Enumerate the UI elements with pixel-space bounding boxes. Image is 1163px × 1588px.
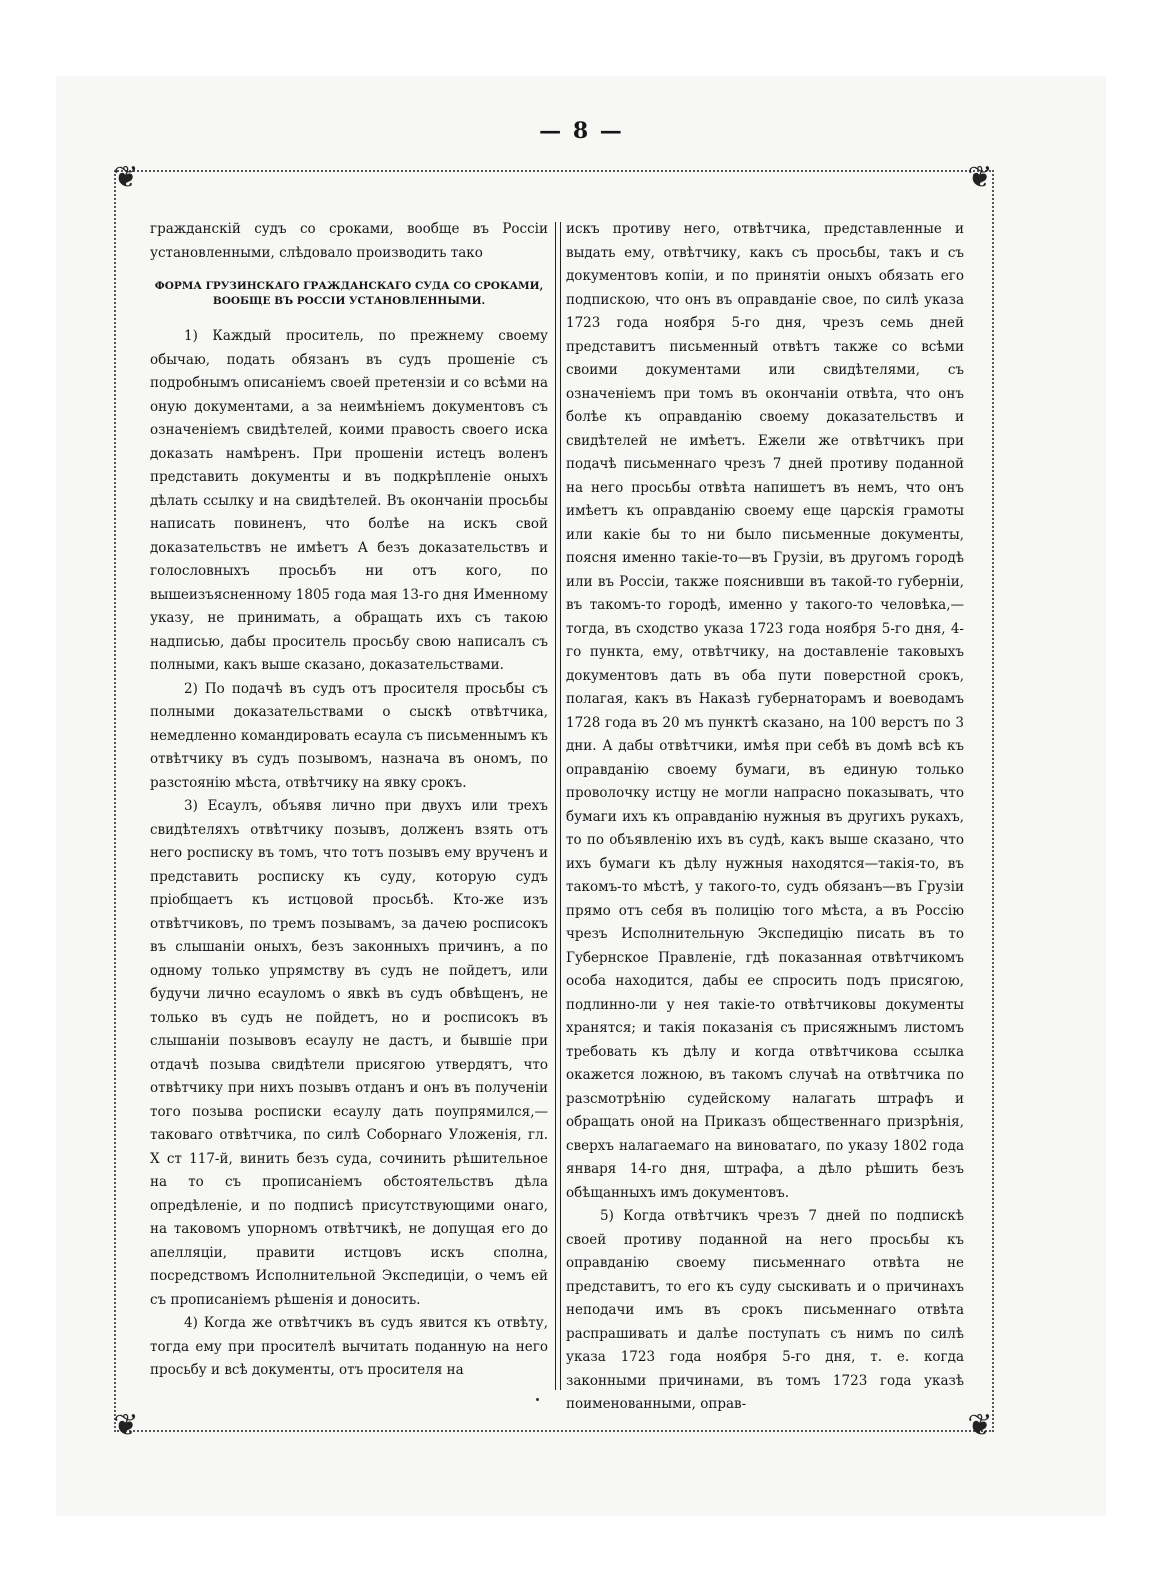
corner-ornament-icon: ❦: [967, 1408, 993, 1443]
corner-ornament-icon: ❦: [113, 1408, 139, 1443]
column-divider: [555, 222, 561, 1390]
right-column: [566, 218, 964, 1417]
paragraph-5: 5) Когда отвѣтчикъ чрезъ 7 дней по подпискѣ своей противу поданной на него просьбы къ оправданію своему письменнаго отвѣта не представитъ, то его къ суду сыскивать и о причинахъ неподачи имъ въ срокъ письменнаго отвѣта распрашивать и далѣе поступать съ нимъ по силѣ указа 1723 года ноября 5-го дня, т. е. когда законными причинами, въ томъ 1723 года указѣ поименованными, оправ-: [566, 1208, 964, 1412]
corner-ornament-icon: ❦: [113, 160, 139, 195]
section-heading: ФОРМА ГРУЗИНСКАГО ГРАЖДАНСКАГО СУДА СО СРОКАМИ, ВООБЩЕ ВЪ РОССІИ УСТАНОВЛЕННЫМИ.: [154, 280, 544, 307]
paragraph-4-continued: искъ противу него, отвѣтчика, представленные и выдать ему, отвѣтчику, какъ съ просьбы, такъ и съ документовъ копіи, и по принятіи оныхъ обязать его подпискою, что онъ въ оправданіе свое, по силѣ указа 1723 года ноября 5-го дня, чрезъ семь дней представитъ письменный отвѣтъ также со всѣми своими документами или свидѣтелями, съ означеніемъ при томъ въ окончаніи отвѣта, что онъ болѣе къ оправданію своему доказательствъ и свидѣтелей не имѣетъ. Ежели же отвѣтчикъ при подачѣ письменнаго чрезъ 7 дней противу поданной на него просьбы отвѣта напишетъ въ немъ, что онъ имѣетъ къ оправданію своему еще царскія грамоты или какіе бы то ни было письменные документы, поясня именно такіе-то—въ Грузіи, въ другомъ городѣ или въ Россіи, также пояснивши въ такой-то губерніи, въ такомъ-то городѣ, именно у такого-то человѣка,—тогда, въ сходство указа 1723 года ноября 5-го дня, 4-го пункта, ему, отвѣтчику, на доставленіе таковыхъ документовъ дать въ оба пути поверстной срокъ, полагая, какъ въ Наказѣ губернаторамъ и воеводамъ 1728 года въ 20 мъ пунктѣ сказано, на 100 верстъ по 3 дни. А дабы отвѣтчики, имѣя при себѣ въ домѣ всѣ къ оправданію своему бумаги, въ единую только проволочку истцу не могли напрасно показывать, что бумаги ихъ къ оправданію нужныя въ другихъ рукахъ, то по объявленію ихъ въ судѣ, какъ выше сказано, что ихъ бумаги къ дѣлу нужныя находятся—такія-то, въ такомъ-то мѣстѣ, у такого-то, судъ обязанъ—въ Грузіи прямо отъ себя въ полицію того мѣста, а въ Россію чрезъ Исполнительную Экспедицію писать въ то Губернское Правленіе, гдѣ показанная отвѣтчикомъ особа находится, дабы ее спросить подъ присягою, подлинно-ли у нея такіе-то отвѣтчиковы документы хранятся; и такія показанія съ присяжнымъ листомъ требовать къ дѣлу и когда отвѣтчикова ссылка окажется ложною, въ такомъ случаѣ на отвѣтчика по разсмотрѣнію судейскому налагать штрафъ и обращать оной на Приказъ общественнаго призрѣнія, сверхъ налагаемаго на виноватаго, по указу 1802 года января 14-го дня, штрафа, а дѣло рѣшить безъ обѣщанныхъ имъ документовъ.: [566, 221, 964, 1201]
paragraph-3: 3) Есаулъ, объявя лично при двухъ или трехъ свидѣтеляхъ отвѣтчику позывъ, долженъ взять отъ него росписку въ томъ, что тотъ позывъ ему врученъ и представить росписку къ суду, которую судъ пріобщаетъ къ истцовой просьбѣ. Кто-же изъ отвѣтчиковъ, по тремъ позывамъ, за дачею росписокъ въ слышаніи оныхъ, безъ законныхъ причинъ, а по одному только упрямству въ судъ не пойдетъ, или будучи лично есауломъ о явкѣ въ судъ обвѣщенъ, не только въ судъ не пойдетъ, но и росписокъ въ слышаніи позывовъ есаулу не дастъ, и бывшіе при отдачѣ позыва свидѣтели присягою утвердятъ, что отвѣтчику при нихъ позывъ отданъ и онъ въ полученіи того позыва росписки есаулу дать поупрямился,—таковаго отвѣтчика, по силѣ Соборнаго Уложенія, гл. X ст 117-й, винить безъ суда, сочинить рѣшительное на то съ прописаніемъ обстоятельствъ дѣла опредѣленіе, и по подписѣ присутствующими онаго, на таковомъ упорномъ отвѣтчикѣ, не допущая его до апелляціи, правити истцовъ искъ сполна, посредствомъ Исполнительной Экспедиціи, о чемъ ей съ прописаніемъ рѣшенія и доносить.: [150, 798, 548, 1308]
page-number: — 8 —: [539, 118, 624, 144]
paragraph-2: 2) По подачѣ въ судъ отъ просителя просьбы съ полными доказательствами о сыскѣ отвѣтчика, немедленно командировать есаула съ письменнымъ къ отвѣтчику въ судъ позывомъ, назнача въ ономъ, по разстоянію мѣста, отвѣтчику на явку срокъ.: [150, 680, 548, 791]
corner-ornament-icon: ❦: [967, 160, 993, 195]
paragraph-4: 4) Когда же отвѣтчикъ въ судъ явится къ отвѣту, тогда ему при просителѣ вычитать поданную на него просьбу и всѣ документы, отъ просителя на: [150, 1315, 548, 1378]
left-column: [150, 218, 548, 1383]
paragraph-1: 1) Каждый проситель, по прежнему своему обычаю, подать обязанъ въ судъ прошеніе съ подробнымъ описаніемъ своей претензіи и со всѣми на оную документами, а за неимѣніемъ документовъ съ означеніемъ свидѣтелей, коими правость своего иска доказать намѣренъ. При прошеніи истецъ воленъ представить документы и въ подкрѣпленіе оныхъ дѣлать ссылку и на свидѣтелей. Въ окончаніи просьбы написать повиненъ, что болѣе на искъ свой доказательствъ не имѣетъ А безъ доказательствъ и голословныхъ просьбъ ни отъ кого, по вышеизъясненному 1805 года мая 13-го дня Именному указу, не принимать, а обращать ихъ съ такою надписью, дабы проситель просьбу свою написалъ съ полными, какъ выше сказано, доказательствами.: [150, 328, 548, 673]
intro-paragraph: гражданскій судъ со сроками, вообще въ Россіи установленными, слѣдовало производить тако: [150, 221, 548, 261]
ink-dot: [536, 1398, 539, 1401]
